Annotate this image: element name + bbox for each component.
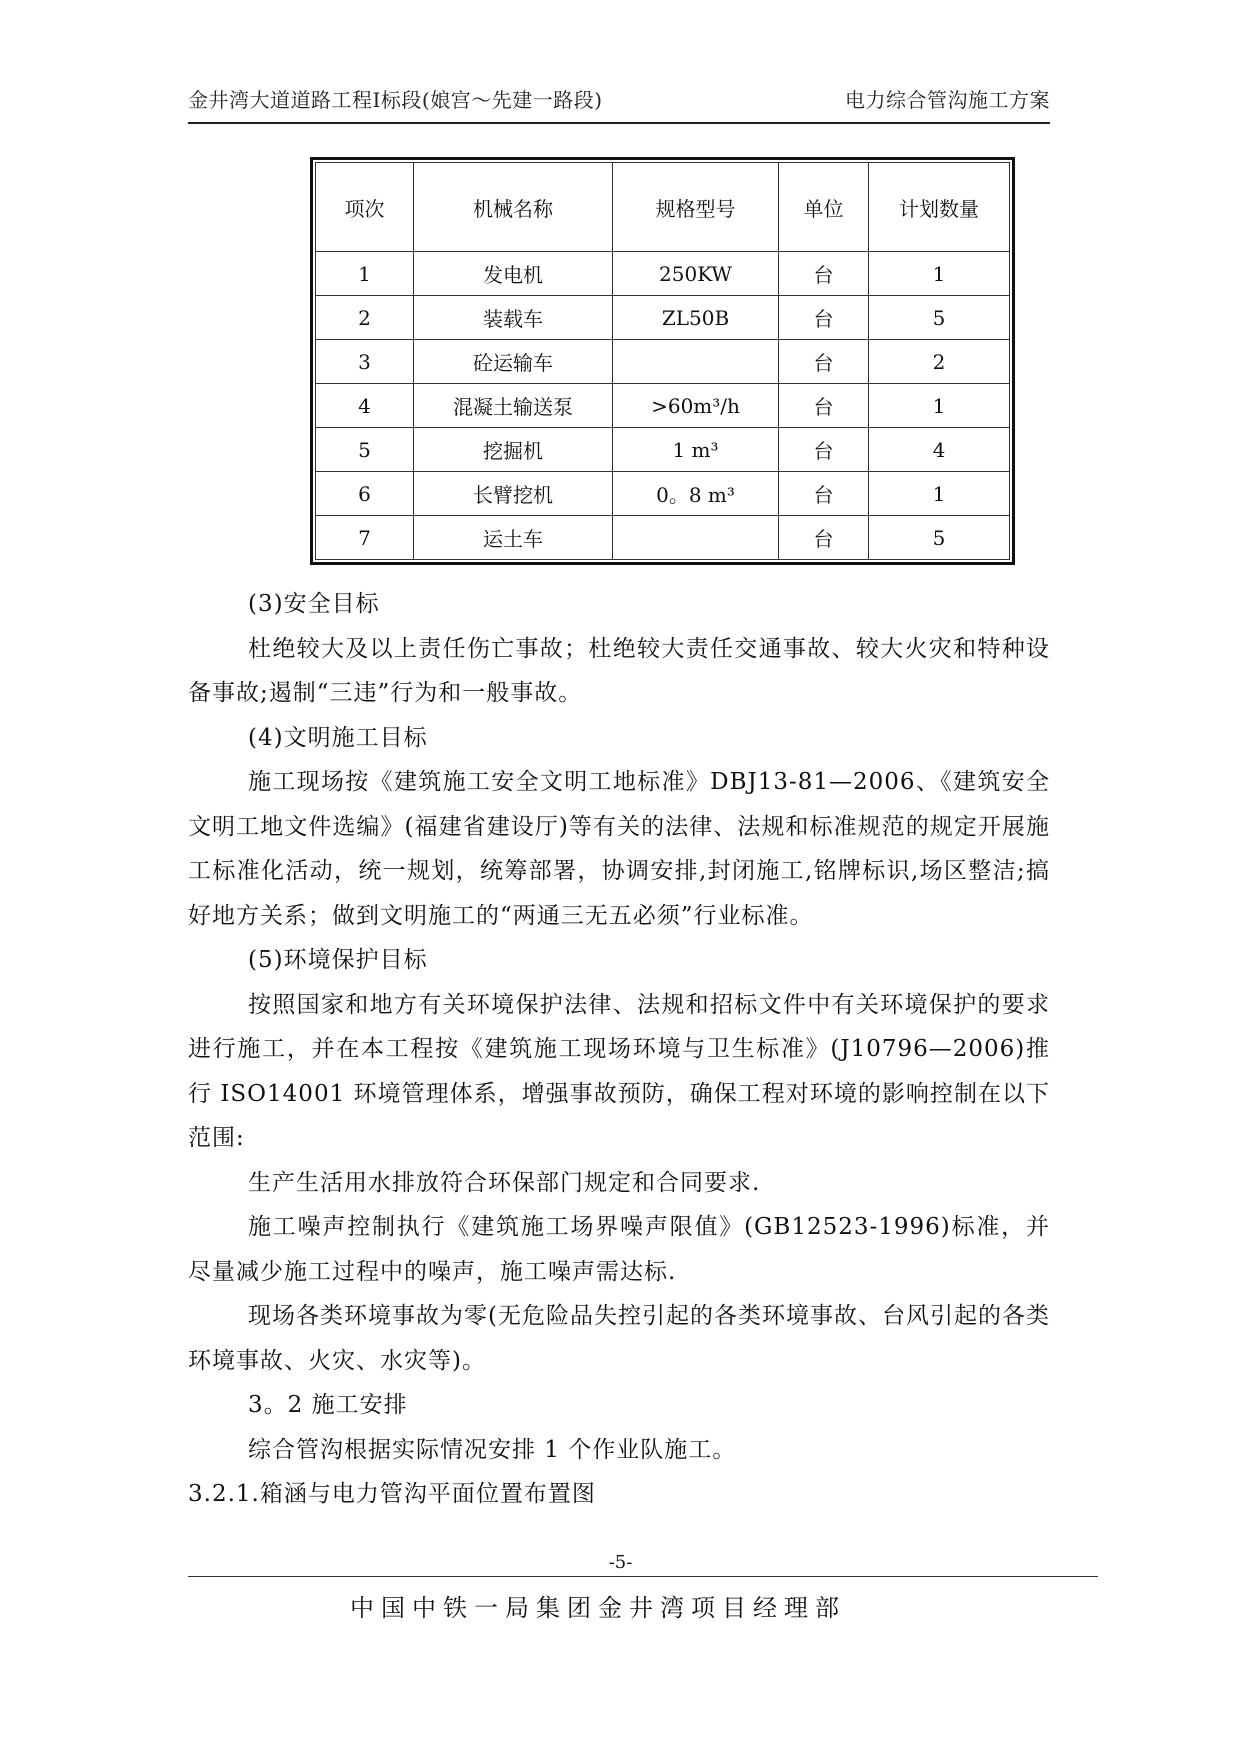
cell-quantity: 1 — [869, 384, 1010, 428]
cell-unit: 台 — [779, 384, 869, 428]
cell-machine-name: 发电机 — [414, 252, 613, 296]
table-row — [316, 472, 1010, 516]
equipment-table — [315, 162, 1010, 560]
cell-specification: ZL50B — [613, 296, 779, 340]
table-row — [316, 296, 1010, 340]
table-row — [316, 384, 1010, 428]
cell-machine-name: 混凝土输送泵 — [414, 384, 613, 428]
header-project-title: 金井湾大道道路工程Ⅰ标段(娘宫～先建一路段) — [188, 88, 603, 112]
cell-unit: 台 — [779, 428, 869, 472]
paragraph-work-team: 综合管沟根据实际情况安排 1 个作业队施工。 — [248, 1436, 737, 1463]
cell-quantity: 5 — [869, 516, 1010, 560]
column-header-machine-name: 机械名称 — [414, 163, 613, 252]
cell-item-no: 6 — [316, 472, 414, 516]
column-header-item-no: 项次 — [316, 163, 414, 252]
paragraph-safety-goals: 杜绝较大及以上责任伤亡事故；杜绝较大责任交通事故、较大火灾和特种设备事故;遏制“三违”行为和一般事故。 — [188, 635, 1050, 706]
heading-construction-arrangement: 3。2 施工安排 — [248, 1392, 408, 1418]
cell-item-no: 2 — [316, 296, 414, 340]
table-row — [316, 516, 1010, 560]
paragraph-civilized-construction-goals: 施工现场按《建筑施工安全文明工地标准》DBJ13-81—2006、《建筑安全文明工地文件选编》(福建省建设厅)等有关的法律、法规和标准规范的规定开展施工标准化活动，统一规划，统筹部署，协调安排,封闭施工,铭牌标识,场区整洁;搞好地方关系；做到文明施工的“两通三无五必须”行业标准。 — [188, 769, 1050, 929]
cell-machine-name: 砼运输车 — [414, 340, 613, 384]
paragraph-noise-control: 施工噪声控制执行《建筑施工场界噪声限值》(GB12523-1996)标准，并尽量减少施工过程中的噪声，施工噪声需达标. — [188, 1214, 1050, 1285]
heading-layout-plan: 3.2.1.箱涵与电力管沟平面位置布置图 — [188, 1481, 596, 1507]
heading-civilized-construction-goals: (4)文明施工目标 — [248, 724, 428, 751]
cell-specification: 1 m³ — [613, 428, 779, 472]
page-footer: 中国中铁一局集团金井湾项目经理部 — [350, 1594, 846, 1622]
table-row — [316, 252, 1010, 296]
cell-unit: 台 — [779, 252, 869, 296]
paragraph-water-discharge: 生产生活用水排放符合环保部门规定和合同要求. — [248, 1169, 761, 1196]
cell-unit: 台 — [779, 472, 869, 516]
cell-specification: >60m³/h — [613, 384, 779, 428]
cell-specification: 0。8 m³ — [613, 472, 779, 516]
table-row — [316, 428, 1010, 472]
cell-quantity: 5 — [869, 296, 1010, 340]
cell-machine-name: 长臂挖机 — [414, 472, 613, 516]
header-divider — [188, 122, 1050, 124]
cell-quantity: 1 — [869, 252, 1010, 296]
cell-item-no: 1 — [316, 252, 414, 296]
cell-quantity: 1 — [869, 472, 1010, 516]
cell-specification — [613, 340, 779, 384]
cell-machine-name: 运土车 — [414, 516, 613, 560]
paragraph-environmental-protection: 按照国家和地方有关环境保护法律、法规和招标文件中有关环境保护的要求进行施工，并在本工程按《建筑施工现场环境与卫生标准》(J10796—2006)推行 ISO14001 环境管理体系，增强事故预防，确保工程对环境的影响控制在以下范围: — [188, 991, 1050, 1151]
heading-environmental-protection-goals: (5)环境保护目标 — [248, 947, 428, 973]
cell-item-no: 5 — [316, 428, 414, 472]
cell-item-no: 3 — [316, 340, 414, 384]
paragraph-environmental-accidents: 现场各类环境事故为零(无危险品失控引起的各类环境事故、台风引起的各类环境事故、火灾、水灾等)。 — [188, 1303, 1050, 1374]
cell-machine-name: 装载车 — [414, 296, 613, 340]
page-header — [188, 84, 1050, 113]
footer-divider — [188, 1576, 1098, 1577]
cell-quantity: 2 — [869, 340, 1010, 384]
column-header-unit: 单位 — [779, 163, 869, 252]
cell-unit: 台 — [779, 340, 869, 384]
cell-item-no: 7 — [316, 516, 414, 560]
header-document-title: 电力综合管沟施工方案 — [845, 88, 1050, 112]
cell-unit: 台 — [779, 516, 869, 560]
equipment-table-frame — [310, 157, 1015, 565]
cell-specification — [613, 516, 779, 560]
cell-specification: 250KW — [613, 252, 779, 296]
cell-item-no: 4 — [316, 384, 414, 428]
cell-machine-name: 挖掘机 — [414, 428, 613, 472]
heading-safety-goals: (3)安全目标 — [248, 591, 380, 617]
column-header-specification: 规格型号 — [613, 163, 779, 252]
page-number: -5- — [608, 1552, 633, 1573]
table-header-row — [316, 163, 1010, 252]
table-row — [316, 340, 1010, 384]
cell-unit: 台 — [779, 296, 869, 340]
body-text — [188, 582, 1050, 1517]
cell-quantity: 4 — [869, 428, 1010, 472]
column-header-planned-quantity: 计划数量 — [869, 163, 1010, 252]
